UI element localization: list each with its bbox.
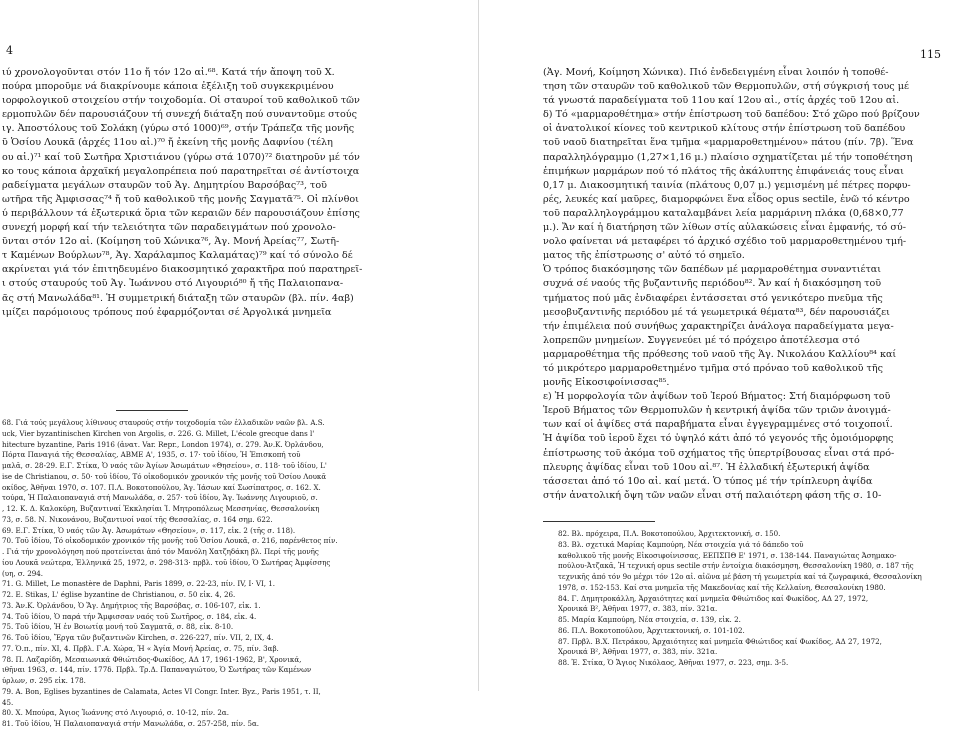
text-line: ιορφολογικοῦ στοιχείου στήν τοιχοδομία. Οἱ σταυροί τοῦ καθολικοῦ τῶν [2,95,360,107]
footnote-line: ise de Christianou, σ. 50· τοῦ ἰδίου, Τό οἰκοδομικόν χρονικόν τῆς μονῆς τοῦ Ὁσίου Λουκᾶ [2,471,327,481]
text-line: ακρίνεται γιά τόν ἐπιτηδευμένο διακοσμητικό χαρακτῆρα πού παρατηρεῖ- [2,264,363,276]
footnote-line: 76. Τοῦ ἰδίου, Ἔργα τῶν βυζαντινῶν Kirchen, σ. 226-227, πίν. VII, 2, IX, 4. [2,633,274,642]
text-line: ύ περιβάλλουν τά ἐξωτερικά ὅρια τῶν κεραιῶν δέν παρουσιάζουν ἐπίσης [2,207,360,219]
footnote-line: τεχνικῆς ἀπό τόν 9ο μέχρι τόν 12ο αἰ. αἰῶνα μέ βάση τή γεωμετρία καί τά ζωγραφικά, Θεσσαλονίκη [558,572,922,581]
text-line: ᾶς στή Μανωλάδα⁸¹. Ἡ συμμετρική διάταξη τῶν σταυρῶν (βλ. πίν. 4αβ) [2,292,354,304]
text-line: ῦνται στόν 12ο αἰ. (Κοίμηση τοῦ Χώνικα⁷⁶, Ἁγ. Μονή Ἀρείας⁷⁷, Σωτῆ- [2,236,340,248]
text-line: ἐπιμήκων μαρμάρων πού τό πλάτος τῆς ἀκάλυπτης ἐπιφάνειάς τους εἶναι [543,165,904,177]
footnote-line: ύρλων, σ. 295 εἰκ. 178. [2,676,86,685]
text-line: ἐπίστρωσης τοῦ ἀκόμα τοῦ σχήματος τῆς ὑπερτρίβουσας εἶναι στά πρό- [543,447,895,459]
footnote-line: 78. Π. Λαζαρίδη, Μεσαιωνικά Φθιώτιδος-Φωκίδος, ΑΔ 17, 1961-1962, Β', Χρονικά, [2,654,302,664]
text-line: ιμίζει παρόμοιους τρόπους πού ἐφαρμόζονται σέ Ἀργολικά μνημεῖα [2,306,332,318]
footnote-line: ιθῆναι 1963, σ. 144, πίν. 177δ. Πρβλ. Τρ.Δ. Παπαναγιώτου, Ὁ Σωτήρας τῶν Καμένων [2,665,312,675]
footnote-line: 80. Χ. Μπούρα, Ἁγιος Ἰωάννης στό Λιγουριό, σ. 10-12, πίν. 2α. [2,708,229,718]
text-line: τ Καμένων Βούρλων⁷⁸, Ἁγ. Χαράλαμπος Καλαμάτας)⁷⁹ καί τό σύνολο δέ [2,250,353,262]
text-line: τάσσεται ἀπό τό 10ο αἰ. καί μετά. Ὁ τύπος μέ τήν τρίπλευρη ἀψίδα [543,475,873,487]
footnote-line: μαλᾶ, σ. 28-29. Ε.Γ. Στίκα, Ὁ ναός τῶν Ἁγίων Ἀσωμάτων «Θησείου», σ. 118· τοῦ ἰδίου, L' [2,461,327,470]
text-line: κο τους κάποια ἀρχαϊκή μεγαλοπρέπεια πού παρατηρεῖται σέ ἀντίστοιχα [2,165,360,177]
footnote-line: 45. [2,697,14,707]
footnote-line: καθολικοῦ τῆς μονῆς Εἰκοσιφοίνισσας, ΕΕΠΣΠΘ Ε' 1971, σ. 138-144. Παναγιώτας Ἀσημακο- [558,550,897,560]
text-line: παραλληλόγραμμο (1,27×1,16 μ.) πλαίσιο σχηματίζεται μέ τήν τοποθέτηση [543,151,913,163]
footnote-line: Χρονικά Β², Ἀθῆναι 1977, σ. 383, πίν. 321α. [558,647,718,657]
text-line: ιγ. Ἀποστόλους τοῦ Σολάκη (γύρω στό 1000)⁶⁹, στήν Τράπεζα τῆς μονῆς [2,123,355,135]
footnote-line: ίου Λουκᾶ νεώτερα, Ἑλληνικά 25, 1972, σ. 298-313· πρβλ. τοῦ ἰδίου, Ὁ Σωτήρας Ἀμφίσσης [2,557,331,567]
text-line: ερμοπυλῶν δέν παρουσιάζουν τή συνεχή διάταξη πού συναντοῦμε στούς [2,109,357,121]
text-line: ματος τῆς ἐπίστρωσης σ' αὐτό τό σημεῖο. [543,250,745,262]
footnote-line: 87. Πρβλ. Β.Χ. Πετράκου, Ἀρχαιότητες καί μνημεῖα Φθιώτιδος καί Φωκίδος, ΑΔ 27, 1972, [558,636,882,646]
footnote-line: 88. Ἐ. Στίκα, Ὁ Ἅγιος Νικόλαος, Ἀθῆναι 1977, σ. 223, σημ. 3-5. [558,658,789,667]
text-line: τό μικρότερο μαρμαροθετημένο τμῆμα στό πρόναο τοῦ καθολικοῦ τῆς [543,362,883,374]
text-line: τά γνωστά παραδείγματα τοῦ 11ου καί 12ου αἰ., στίς ἀρχές τοῦ 12ου αἰ. [543,95,900,107]
footnote-line: 77. Ὁ.π., πίν. XI, 4. Πρβλ. Γ.Α. Χώρα, Ἡ « Ἁγία Μονή Ἀρείας, σ. 75, πίν. 3αβ. [2,643,279,653]
text-line: στήν ἀνατολική ὄψη τῶν ναῶν εἶναι στή παλαιότερη φάση τῆς σ. 10- [543,489,882,501]
footnote-line: . Γιά τήν χρονολόγηση πού προτείνεται ἀπό τόν Μανόλη Χατζηδάκη βλ. Περί τῆς μονῆς [2,547,319,556]
footnote-line: 68. Γιά τούς μεγάλους λίθινους σταυρούς στήν τοιχοδομία τῶν ἑλλαδικῶν ναῶν βλ. A.S. [2,418,325,427]
footnote-line: 79. A. Bon, Eglises byzantines de Calamata, Actes VI Congr. Inter. Byz., Paris 1951, τ. II, [2,686,321,696]
footnote-line: Χρονικά Β², Ἀθῆναι 1977, σ. 383, πίν. 321α. [558,604,718,614]
text-line: ε) Ἡ μορφολογία τῶν ἀψίδων τοῦ Ἱερού Βήματος: Στή διαμόρφωση τοῦ [543,391,891,403]
text-line: τμήματος πού μᾶς ἐνδιαφέρει ἐντάσσεται στό γενικότερο πνεῦμα τῆς [543,292,883,304]
text-line: 0,17 μ. Διακοσμητική ταινία (πλάτους 0,07 μ.) γεμισμένη μέ πέτρες πορφυ- [543,179,911,191]
text-line: οἱ ἀνατολικοί κίονες τοῦ κεντρικοῦ κλίτους στήν ἐπίστρωση τοῦ δαπέδου [543,123,906,135]
footnote-line: 1978, σ. 152-153. Καί στα μνημεῖα τῆς Μακεδονίας καί τῆς Κελλαίνη, Θεσσαλονίκη 1980. [558,582,886,592]
footnote-line: uck, Vier byzantinischen Kirchen von Argolis, σ. 226. G. Millet, L'école grecque dans l' [2,428,315,438]
footnote-line: 72. Ε. Stikas, L' église byzantine de Christianou, σ. 50 εἰκ. 4, 26. [2,590,236,599]
footnote-line: οκίδος, Ἀθῆναι 1970, σ. 107. Π.Λ. Βοκοτοπούλου, Ἁγ. Ἰάσων καί Σωσίπατρος, σ. 162. Χ. [2,482,321,492]
footnote-line: 81. Τοῦ ἰδίου, Ἡ Παλαιοπαναγιά στήν Μανωλάδα, σ. 257-258, πίν. 5α. [2,719,260,728]
footnote-line: 84. Γ. Δημητροκάλλη, Ἀρχαιότητες καί μνημεῖα Φθιώτιδος καί Φωκίδος, ΑΔ 27, 1972, [558,593,869,603]
text-line: πούρα μποροῦμε νά διακρίνουμε κάποια ἐξέλιξη τοῦ συγκεκριμένου [2,81,334,93]
footnote-line: , 12. Κ. Δ. Καλοκύρη, Βυζαντιναί Ἐκκλησίαι Ἱ. Μητροπόλεως Μεσσηνίας, Θεσσαλονίκη [2,504,320,513]
footnote-line: τούρα, Ἡ Παλαιοπαναγιά στή Μανωλάδα, σ. 257· τοῦ ἰδίου, Ἁγ. Ἰωάννης Λιγουριοῦ, σ. [2,493,318,503]
footnote-line: 82. Βλ. πρόχειρα, Π.Λ. Βοκοτοπούλου, Ἀρχιτεκτονική, σ. 150. [558,529,781,538]
text-line: μονῆς Εἰκοσιφοίνισσας⁸⁵. [543,377,670,389]
text-line: ου αἰ.)⁷¹ καί τοῦ Σωτῆρα Χριστιάνου (γύρω στά 1070)⁷² διατηροῦν μέ τόν [2,151,360,163]
footnote-line: 71. G. Millet, Le monastère de Daphni, Paris 1899, σ. 22-23, πίν. IV, I· VI, 1. [2,579,276,589]
footnote-line: 70. Τοῦ ἰδίου, Τό οἰκοδομικόν χρονικόν τῆς μονῆς τοῦ Ὁσίου Λουκᾶ, σ. 216, παρένθετος πίν. [2,536,338,546]
footnote-rule [543,521,655,522]
text-line: τοῦ παραλληλογράμμου καταλαμβάνει λεία μαρμάρινη πλάκα (0,68×0,77 [543,207,904,219]
footnote-line: 85. Μαρία Καμπούρη, Νέα στοιχεία, σ. 139, εἰκ. 2. [558,615,741,624]
text-line: των καί οἱ ἀψίδες στά παραβήματα εἶναι ἐγγεγραμμένες στό τοιχοποιΐ. [543,419,893,431]
text-line: ι στούς σταυρούς τοῦ Ἁγ. Ἰωάννου στό Λιγουριό⁸⁰ ἤ τῆς Παλαιοπανα- [2,278,344,290]
text-line: Ἱεροῦ Βήματος τῶν Θερμοπυλῶν ἡ κεντρική ἀψίδα τῶν τριῶν ἀνοιγμά- [543,405,891,417]
text-line: συνεχή μορφή καί τήν τελειότητα τῶν παραδειγμάτων πού χρονολο- [2,222,336,234]
footnote-line: (υη, σ. 294. [2,568,43,578]
body-text [543,66,939,503]
footnote-line: πούλου-Ἀτζακᾶ, Ἡ τεχνική opus sectile στήν ἐντοίχια διακόσμηση, Θεσσαλονίκη 1980, σ. 187 τῆς [558,561,914,571]
text-line: δ) Τό «μαρμαροθέτημα» στήν ἐπίστρωση τοῦ δαπέδου: Στό χῶρο πού βρίζουν [543,109,920,121]
footnote-line: 74. Τοῦ ἰδίου, Ὁ παρά τήν Ἄμφισσαν ναός τοῦ Σωτῆρος, σ. 184, εἰκ. 4. [2,611,257,621]
footnote-line: 86. Π.Λ. Βοκοτοπούλου, Ἀρχιτεκτονική, σ. 101-102. [558,625,745,635]
text-line: Ὁ τρόπος διακόσμησης τῶν δαπέδων μέ μαρμαροθέτημα συναντιέται [543,264,881,276]
text-line: ῦ Ὁσίου Λουκᾶ (ἀρχές 11ου αἰ.)⁷⁰ ἤ ἐκείνη τῆς μονῆς Δαφνίου (τέλη [2,137,333,149]
footnotes [558,529,950,669]
left-page [0,0,479,728]
text-line: τηση τῶν σταυρῶν τοῦ καθολικοῦ τῶν Θερμοπυλῶν, στή σύγκρισή τους μέ [543,81,909,93]
footnote-rule [116,410,188,411]
text-line: ραδείγματα μεγάλων σταυρῶν τοῦ Ἁγ. Δημητρίου Βαρσόβας⁷³, τοῦ [2,179,327,191]
footnote-line: 69. Ε.Γ. Στίκα, Ὁ ναός τῶν Ἁγ. Ἀσωμάτων «Θησείου», σ. 117, εἰκ. 2 (τῆς σ. 118). [2,525,296,535]
page-number: 4 [6,44,13,57]
text-line: ρές, λευκές καί μαῦρες, διαμορφώνει ἕνα εἶδος opus sectile, ἐνῶ τό κέντρο [543,193,910,205]
text-line: μαρμαροθέτημα τῆς πρόθεσης τοῦ ναοῦ τῆς Ἁγ. Νικολάου Καλλίου⁸⁴ καί [543,348,897,360]
footnote-line: hitecture byzantine, Paris 1916 (ἀνατ. Var. Repr., London 1974), σ. 279. Ἀν.Κ. Ὀρλάνδου, [2,439,324,449]
body-text [2,66,472,320]
footnote-line: 75. Τοῦ ἰδίου, Ἡ ἐν Βοιωτίᾳ μονή τοῦ Σαγματᾶ, σ. 88, εἰκ. 8-10. [2,622,234,632]
text-line: μ.). Ἄν καί ἡ διατήρηση τῶν λίθων στίς αὐλακώσεις εἶναι ἐμφανής, τό σύ- [543,222,906,234]
text-line: Ἡ ἀψίδα τοῦ ἱεροῦ ἔχει τό ὑψηλό κάτι ἀπό τό γεγονός τῆς ὁμοιόμορφης [543,433,894,445]
footnotes [2,418,474,730]
text-line: πλευρης ἀψίδας εἶναι τοῦ 10ου αἰ.⁸⁷. Ἡ ἑλλαδική ἐξωτερική ἀψίδα [543,461,870,473]
text-line: νολο φαίνεται νά μεταφέρει τό ἀρχικό σχέδιο τοῦ μαρμαροθετημένου τμή- [543,236,907,248]
text-line: ιύ χρονολογοῦνται στόν 11ο ἤ τόν 12ο αἰ.⁶⁸. Κατά τήν ἄποψη τοῦ Χ. [2,67,335,78]
text-line: ωτῆρα τῆς Ἀμφισσας⁷⁴ ἤ τοῦ καθολικοῦ τῆς μονῆς Σαγματᾶ⁷⁵. Οἱ πλίνθοι [2,193,359,205]
text-line: συχνά σέ ναούς τῆς βυζαντινῆς περιόδου⁸². Ἄν καί ἡ διακόσμηση τοῦ [543,278,882,290]
right-page [479,0,959,691]
text-line: μεσοβυζαντινῆς περιόδου μέ τά γεωμετρικά θέματα⁸³, δέν παρουσιάζει [543,306,890,318]
footnote-line: 83. Βλ. σχετικά Μαρίας Καμπούρη, Νέα στοιχεία γιά τό δάπεδο τοῦ [558,539,804,549]
footnote-line: 73, σ. 58. Ν. Νικονάνου, Βυζαντινοί ναοί τῆς Θεσσαλίας, σ. 164 σημ. 622. [2,514,273,524]
text-line: τοῦ ναοῦ διατηρεῖται ἕνα τμῆμα «μαρμαροθετημένου» πάτου (πίν. 7β). Ἕνα [543,137,914,149]
text-line: τήν ἐπιμέλεια πού συνήθως χαρακτηρίζει ἀνάλογα παραδείγματα μεγα- [543,320,894,332]
footnote-line: Πόρτα Παναγιά τῆς Θεσσαλίας, ΑΒΜΕ Α', 1935, σ. 17· τοῦ ἰδίου, Ἡ Ἐπισκοπή τοῦ [2,450,301,460]
page-number: 115 [920,48,941,61]
text-line: λοπρεπῶν μνημείων. Συγγενεύει μέ τό πρόχειρο ἀποτέλεσμα στό [543,334,860,346]
footnote-line: 73. Ἀν.Κ. Ὀρλάνδου, Ὁ Ἅγ. Δημήτριος τῆς Βαρσόβας, σ. 106-107, εἰκ. 1. [2,600,261,610]
text-line: (Ἁγ. Μονή, Κοίμηση Χώνικα). Πιό ἐνδεδειγμένη εἶναι λοιπόν ἡ τοποθέ- [543,67,889,78]
